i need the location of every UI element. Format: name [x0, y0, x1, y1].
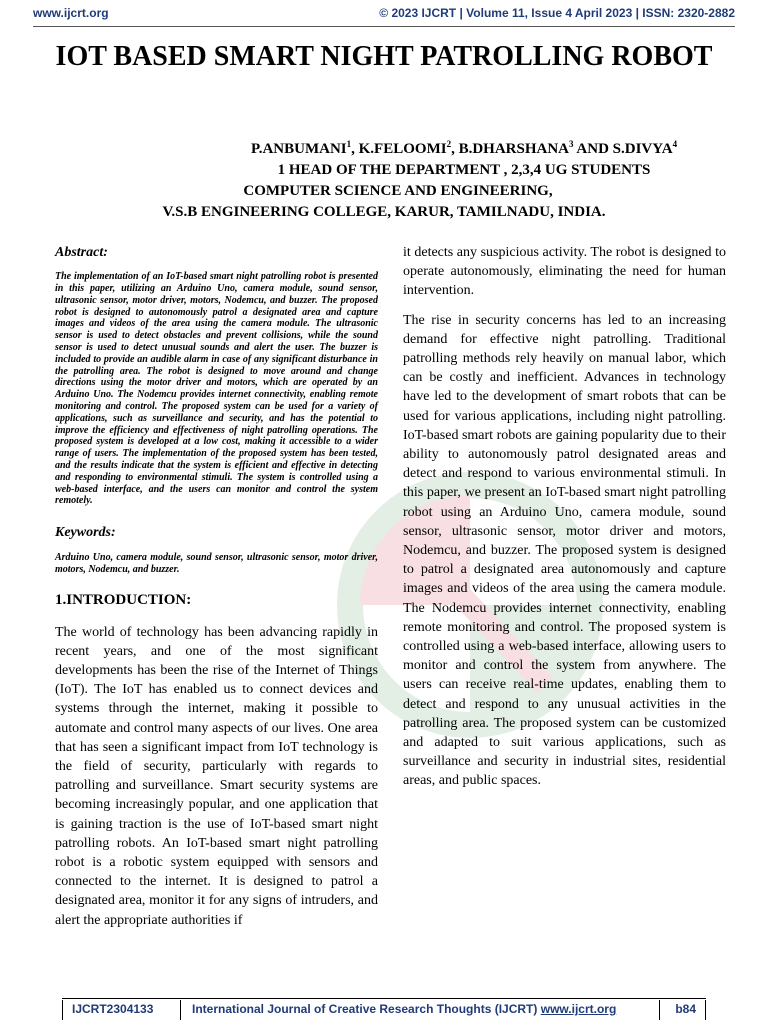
paper-title: IOT BASED SMART NIGHT PATROLLING ROBOT: [55, 41, 713, 72]
author-affiliation-number: 4: [672, 139, 678, 149]
author-name: P.ANBUMANI: [250, 141, 347, 157]
author-department: COMPUTER SCIENCE AND ENGINEERING,: [243, 183, 553, 199]
author-name: K.FELOOMI: [358, 141, 447, 157]
footer-divider: [62, 998, 706, 999]
footer-separator: [659, 1000, 660, 1020]
footer-site-link[interactable]: www.ijcrt.org: [540, 1002, 617, 1016]
footer-separator: [180, 1000, 181, 1020]
author-names: [40, 134, 728, 160]
page-footer: [62, 1002, 706, 1020]
author-separator: ,: [451, 141, 459, 157]
left-column: [55, 243, 378, 940]
footer-separator: [62, 1000, 63, 1020]
author-separator: ,: [351, 141, 359, 157]
footer-journal-name: [192, 1002, 616, 1016]
author-name: S.DIVYA: [612, 141, 673, 157]
journal-site-link[interactable]: www.ijcrt.org: [33, 6, 109, 20]
author-affiliation-number: 1: [346, 139, 352, 149]
introduction-paragraph: The rise in security concerns has led to an increasing demand for effective night patrolling. Traditional patrolling methods rely heavily on manual labor, which can be costly and inefficient. Advances in technology have led to the development of smart robots that can be used for various applications, including night patrolling. IoT-based smart robots are gaining popularity due to their ability to autonomously patrol designated areas and detect and respond to various environmental stimuli. In this paper, we present an IoT-based smart night patrolling robot using an Arduino Uno, camera module, sound sensor, ultrasonic sensor, motor driver and motors, Nodemcu, and buzzer. The proposed system is designed to patrol a designated area autonomously and capture images and videos of the area using the camera module. The Nodemcu provides internet connectivity, enabling remote monitoring and control. The proposed system is controlled using a web-based interface, allowing users to monitor and control the system from anywhere. The users can receive real-time updates, enabling them to detect and respond to any unusual activities in the patrolling area. The proposed system can be customized and adapted to suit various applications, such as surveillance and security in industrial sites, residential areas, and public spaces.: [403, 312, 726, 789]
page-number: b84: [675, 1002, 696, 1016]
introduction-paragraph: The world of technology has been advancing rapidly in recent years, and one of the most significant developments has been the rise of the Internet of Things (IoT). The IoT has enabled us to connect devices and systems through the internet, making it possible to automate and control many aspects of our lives. One area that has seen a significant impact from IoT technology is the field of security, particularly with regards to patrolling and surveillance. Smart security systems are becoming increasingly popular, and one application that is gaining traction is the use of IoT-based smart night patrolling robots. An IoT-based smart night patrolling robot is a robotic system equipped with sensors and connected to the internet. It is designed to patrol a designated area, monitor it for any signs of intruders, and alert the appropriate authorities if: [55, 624, 378, 928]
right-column: [403, 243, 726, 801]
author-affiliation-number: 2: [446, 139, 452, 149]
keywords-heading: Keywords:: [55, 525, 116, 541]
author-block: [40, 134, 728, 223]
page-header: [33, 6, 735, 24]
author-institution: V.S.B ENGINEERING COLLEGE, KARUR, TAMILNADU, INDIA.: [162, 204, 606, 220]
abstract-body: The implementation of an IoT-based smart night patrolling robot is presented in this paper, utilizing an Arduino Uno, camera module, sound sensor, ultrasonic sensor, motor driver, motors, Nodemcu, and buzzer. The proposed robot is designed to autonomously patrol a designated area and capture images and videos of the area using the camera module. The ultrasonic sensor is used to detect obstacles and prevent collisions, while the sound sensor is used to detect unusual sounds and alert the user. The buzzer is included to provide an audible alarm in case of any significant disturbance in the patrolling area. The robot is designed to move around and change directions using the motor driver and motors, which are operated by an Arduino Uno. The Nodemcu provides internet connectivity, enabling remote monitoring and control. The proposed system can be used for a variety of applications, such as surveillance and security, and has the potential to improve the efficiency and effectiveness of night patrolling operations. The proposed system is developed at a low cost, making it accessible to a wider range of users. The implementation of the proposed system has been tested, and the results indicate that the system is efficient and effective in detecting and responding to environmental stimuli. The system is controlled using a web-based interface, and the users can monitor and control the system remotely.: [55, 271, 378, 507]
footer-separator: [705, 1000, 706, 1020]
author-name: B.DHARSHANA: [458, 141, 569, 157]
author-affiliation-number: 3: [569, 139, 574, 149]
paper-id: IJCRT2304133: [72, 1002, 154, 1016]
journal-issue-info: © 2023 IJCRT | Volume 11, Issue 4 April 2023 | ISSN: 2320-2882: [379, 6, 735, 20]
author-separator: AND: [573, 141, 613, 157]
journal-name: International Journal of Creative Research Thoughts (IJCRT): [192, 1002, 541, 1016]
introduction-heading: 1.INTRODUCTION:: [55, 592, 192, 609]
header-divider: [33, 26, 735, 27]
introduction-paragraph-continued: it detects any suspicious activity. The robot is designed to operate autonomously, eliminating the need for human intervention.: [403, 245, 726, 299]
abstract-heading: Abstract:: [55, 245, 108, 260]
author-affiliation-roles: 1 HEAD OF THE DEPARTMENT , 2,3,4 UG STUDENTS: [277, 162, 651, 178]
keywords-body: Arduino Uno, camera module, sound sensor, ultrasonic sensor, motor driver, motors, Nodemcu, and buzzer.: [55, 552, 378, 576]
